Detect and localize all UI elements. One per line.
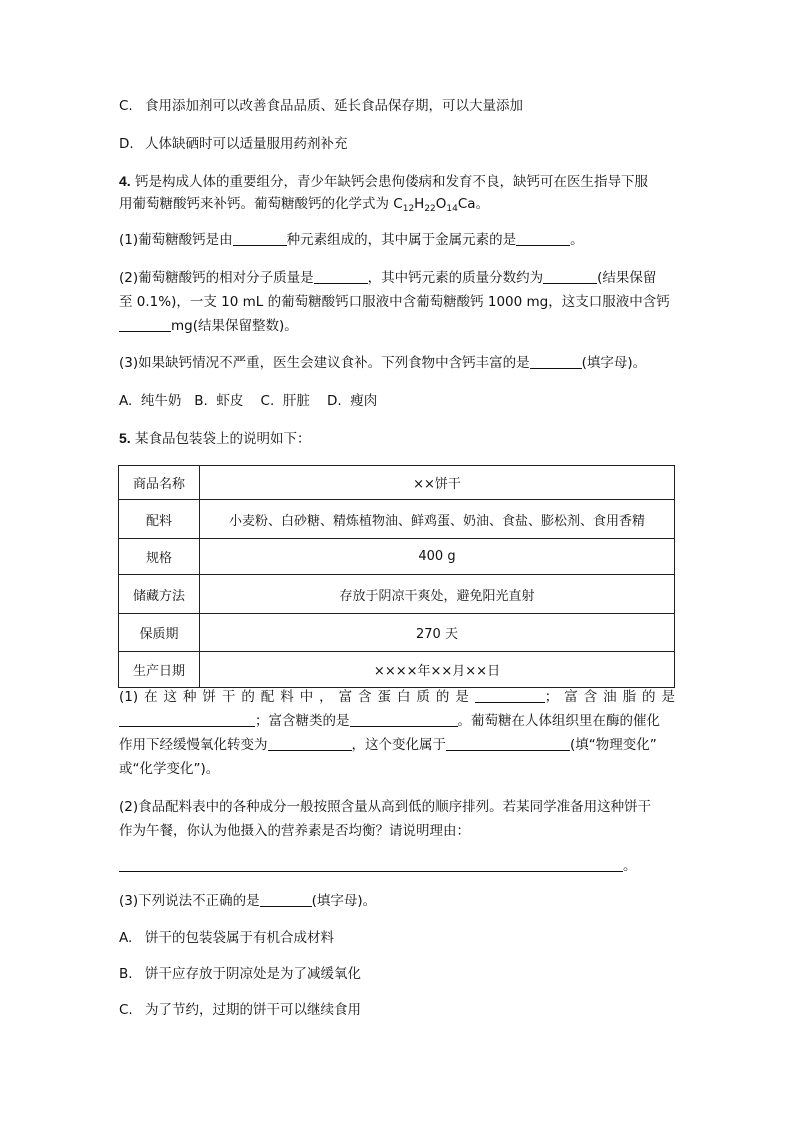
q4-intro-line1: 4. 钙是构成人体的重要组分，青少年缺钙会患佝偻病和发育不良，缺钙可在医生指导下服 [119, 173, 648, 190]
table-value: 400 g [200, 539, 675, 575]
table-key: 保质期 [119, 614, 200, 652]
answer-blank[interactable] [233, 231, 287, 246]
table-value: ××饼干 [200, 466, 675, 500]
q5-option-b: B. 饼干应存放于阴凉处是为了减缓氧化 [119, 966, 361, 982]
q5-number: 5. [119, 430, 131, 446]
product-info-table [118, 465, 675, 688]
q5-part1-line1: (1)在这种饼干的配料中，富含蛋白质的是 ；富含油脂的是 [119, 689, 675, 705]
table-row [119, 614, 675, 652]
table-value: 270 天 [200, 614, 675, 652]
table-key: 生产日期 [119, 652, 200, 688]
q5-part1-line3: 作用下经缓慢氧化转变为 ，这个变化属于 (填“物理变化” [119, 737, 657, 753]
table-row [119, 500, 675, 539]
q5-part1-line4: 或“化学变化”)。 [119, 761, 220, 777]
answer-blank[interactable] [530, 354, 582, 369]
table-key: 配料 [119, 500, 200, 539]
q5-part2-answer: 。 [119, 856, 679, 876]
q4-number: 4. [119, 173, 131, 189]
table-value: 存放于阴凉干爽处，避免阳光直射 [200, 575, 675, 614]
q4-intro-line2: 用葡萄糖酸钙来补钙。葡萄糖酸钙的化学式为 $C_{12}H_{22}O_{14}Ca$。 [119, 196, 490, 214]
q4-part3: (3)如果缺钙情况不严重，医生会建议食补。下列食物中含钙丰富的是 (填字母)。 [119, 355, 647, 371]
answer-blank[interactable] [119, 317, 171, 332]
q5-part2-line2: 作为午餐，你认为他摄入的营养素是否均衡？请说明理由： [119, 823, 470, 839]
answer-blank[interactable] [314, 269, 368, 284]
answer-blank[interactable] [350, 712, 458, 727]
answer-blank[interactable] [119, 712, 255, 727]
q5-part1-line2: ；富含糖类的是 。葡萄糖在人体组织里在酶的催化 [119, 711, 679, 731]
q4-options: A. 纯牛奶 B. 虾皮 C. 肝脏 D. 瘦肉 [119, 393, 378, 409]
q4-part2-line3: mg(结果保留整数)。 [119, 316, 679, 336]
q4-part2-line1: (2)葡萄糖酸钙的相对分子质量是 ，其中钙元素的质量分数约为 (结果保留 [119, 270, 657, 286]
table-key: 规格 [119, 539, 200, 575]
q4-part2-line2: 至 0.1%)，一支 10 mL 的葡萄糖酸钙口服液中含葡萄糖酸钙 1000 mg，这支口服液中含钙 [119, 294, 670, 310]
q5-option-a: A. 饼干的包装袋属于有机合成材料 [119, 930, 334, 946]
table-row [119, 652, 675, 688]
q3-option-d: D. 人体缺硒时可以适量服用药剂补充 [119, 136, 348, 152]
table-row [119, 466, 675, 500]
answer-blank[interactable] [260, 892, 312, 907]
q5-part3: (3)下列说法不正确的是 (填字母)。 [119, 893, 377, 909]
q3-option-c: C. 食用添加剂可以改善食品品质、延长食品保存期，可以大量添加 [119, 98, 523, 114]
q5-intro: 5. 某食品包装袋上的说明如下： [119, 430, 311, 447]
table-row [119, 539, 675, 575]
q5-part2-line1: (2)食品配料表中的各种成分一般按照含量从高到低的顺序排列。若某同学准备用这种饼干 [119, 799, 652, 815]
table-row [119, 575, 675, 614]
answer-blank[interactable] [543, 269, 597, 284]
answer-blank[interactable] [475, 688, 545, 703]
answer-blank[interactable] [516, 231, 570, 246]
q4-part1: (1)葡萄糖酸钙是由 种元素组成的，其中属于金属元素的是 。 [119, 232, 584, 248]
q5-option-c: C. 为了节约，过期的饼干可以继续食用 [119, 1002, 361, 1018]
answer-blank[interactable] [119, 857, 623, 872]
answer-blank[interactable] [446, 736, 570, 751]
table-key: 储藏方法 [119, 575, 200, 614]
table-value: 小麦粉、白砂糖、精炼植物油、鲜鸡蛋、奶油、食盐、膨松剂、食用香精 [200, 500, 675, 539]
table-key: 商品名称 [119, 466, 200, 500]
table-value: ××××年××月××日 [200, 652, 675, 688]
answer-blank[interactable] [268, 736, 352, 751]
